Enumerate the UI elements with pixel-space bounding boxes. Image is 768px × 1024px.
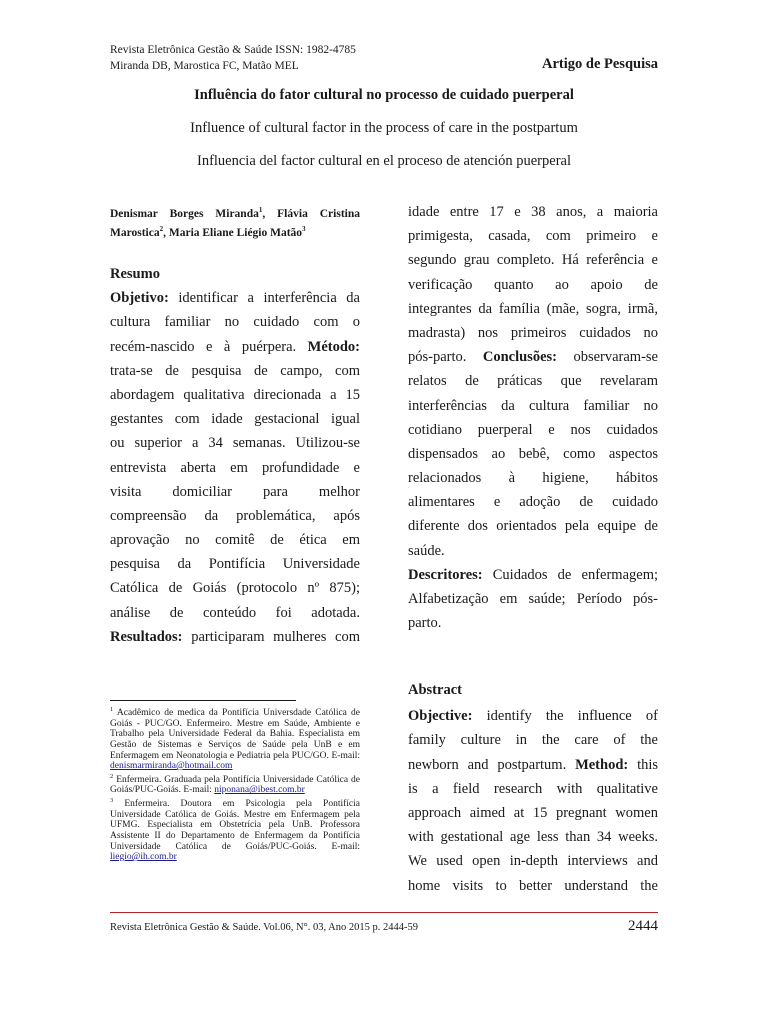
- body-line: trata-se de pesquisa de campo, com: [110, 362, 360, 379]
- body-line: relatos de práticas que revelaram: [408, 373, 658, 390]
- body-line: parto.: [408, 615, 442, 632]
- body-line: diferente dos orientados pela equipe de: [408, 518, 658, 535]
- body-line: approach aimed at 15 pregnant women: [408, 804, 658, 821]
- author-affiliation-marker: 2: [159, 224, 164, 233]
- body-line: home visits to better understand the: [408, 877, 658, 894]
- body-line: We used open in-depth interviews and: [408, 853, 658, 870]
- author-name: Maria Eliane Liégio Matão: [168, 226, 303, 239]
- body-line: [408, 345, 658, 369]
- body-line: gestantes com idade gestacional igual: [110, 411, 360, 428]
- body-line: cultura familiar no cuidado com o: [110, 314, 360, 331]
- objective-label: Objective:: [408, 708, 473, 725]
- conclusoes-label: Conclusões:: [482, 349, 557, 366]
- footnote-text: Enfermeira. Graduada pela Pontifícia Universidade Católica de Goiás/PUC-Goiás. E-mail:: [110, 774, 361, 796]
- body-text: this: [637, 756, 658, 773]
- title-english: Influence of cultural factor in the process of care in the postpartum: [190, 120, 578, 136]
- body-text: observaram-se: [573, 349, 658, 366]
- footnote: [110, 796, 360, 863]
- footnote-text: Acadêmico de medica da Pontifícia Universdade Católica de Goiás - PUC/GO. Enfermeiro. Mestre em Saúde, Ambiente e Trabalho pela Universidade Federal da Bahia. Especialista em Gestão de Sistemas e Serviços de Saúde pela UnB e em Enfermagem em Neonatologia e Pediatria pela PUC/GO. E-mail:: [110, 708, 361, 761]
- body-text: participaram mulheres com: [191, 628, 360, 645]
- footer-citation: Revista Eletrônica Gestão & Saúde. Vol.06, N°. 03, Ano 2015 p. 2444-59: [110, 922, 418, 933]
- email-link[interactable]: niponana@ibest.com.br: [214, 785, 305, 796]
- body-line: Alfabetização em saúde; Período pós-: [408, 591, 658, 607]
- footnote-text: Enfermeira. Doutora em Psicologia pela Pontifícia Universidade Católica de Goiás. Mestre em Enfermagem pela UFMG. Especialista em Obstetrícia pela UnB. Professora Assistente II do Departamento de Enfermagem da Pontifícia Universidade Católica de Goiás/PUC-Goiás. E-mail:: [110, 799, 360, 852]
- footnote: [110, 705, 360, 772]
- footnote-marker: 2: [110, 772, 114, 780]
- body-line: abordagem qualitativa direcionada a 15: [110, 386, 360, 403]
- footnotes: [110, 705, 360, 863]
- body-line: análise de conteúdo foi adotada.: [110, 604, 360, 621]
- resumo-heading: Resumo: [110, 266, 160, 282]
- body-text: newborn and postpartum.: [408, 756, 567, 773]
- body-line: madrasta) nos primeiros cuidados no: [408, 324, 658, 341]
- body-text: recém-nascido e à puérpera.: [110, 338, 297, 355]
- body-line: [110, 286, 360, 310]
- body-line: cotidiano puerperal e nos cuidados: [408, 421, 658, 438]
- resultados-label: Resultados:: [110, 628, 183, 645]
- body-line: segundo grau completo. Há referência e: [408, 252, 658, 269]
- abstract-section: [408, 678, 658, 898]
- objetivo-label: Objetivo:: [110, 290, 169, 307]
- body-line: [110, 625, 360, 649]
- body-line: verificação quanto ao apoio de: [408, 276, 658, 293]
- author-name: Denismar Borges Miranda: [110, 207, 259, 220]
- body-line: [408, 704, 658, 728]
- body-line: interferências da cultura familiar no: [408, 397, 658, 414]
- article-type: Artigo de Pesquisa: [542, 56, 658, 72]
- email-link[interactable]: denismarmiranda@hotmail.com: [110, 761, 233, 772]
- body-text: pós-parto.: [408, 349, 467, 366]
- body-line: Católica de Goiás (protocolo nº 875);: [110, 580, 360, 597]
- abstract-heading: Abstract: [408, 682, 462, 698]
- descritores-label: Descritores:: [408, 566, 483, 583]
- method-label: Method:: [575, 756, 629, 773]
- body-line: entrevista aberta em profundidade e: [110, 459, 360, 476]
- body-line: idade entre 17 e 38 anos, a maioria: [408, 204, 658, 220]
- author-affiliation-marker: 3: [302, 224, 306, 233]
- journal-header: Revista Eletrônica Gestão & Saúde ISSN: 1982-4785: [110, 44, 356, 56]
- body-line: compreensão da problemática, após: [110, 507, 360, 524]
- footnote-marker: 3: [110, 797, 114, 805]
- body-line: [408, 563, 658, 587]
- author-affiliation-marker: 1: [258, 206, 263, 214]
- metodo-label: Método:: [307, 338, 360, 355]
- body-text: Cuidados de enfermagem;: [492, 566, 658, 583]
- body-line: saúde.: [408, 542, 445, 559]
- body-line: visita domiciliar para melhor: [110, 483, 360, 500]
- body-line: [408, 753, 658, 777]
- footnote: [110, 772, 360, 796]
- footnote-marker: 1: [110, 706, 114, 713]
- body-line: primigesta, casada, com primeiro e: [408, 228, 658, 245]
- body-line: family culture in the care of the: [408, 732, 658, 749]
- body-line: pesquisa da Pontifícia Universidade: [110, 556, 360, 573]
- body-line: alimentares e adoção de cuidado: [408, 494, 658, 511]
- body-line: ou superior a 34 semanas. Utilizou-se: [110, 435, 360, 452]
- body-line: [110, 335, 360, 359]
- body-text: identify the influence of: [486, 708, 658, 725]
- body-line: aprovação no comitê de ética em: [110, 532, 360, 549]
- title-portuguese: Influência do fator cultural no processo de cuidado puerperal: [194, 87, 574, 103]
- author-name: Flávia Cristina Marostica: [110, 207, 360, 239]
- right-column: [408, 200, 658, 635]
- body-line: with gestational age less than 34 weeks.: [408, 829, 658, 846]
- page-number: 2444: [628, 918, 658, 934]
- body-line: dispensados ao bebê, como aspectos: [408, 445, 658, 462]
- footer-rule: [110, 912, 658, 913]
- author-list: Denismar Borges Miranda$^1$, Flávia Cristina Marostica$^2$, Maria Eliane Liégio Matão$^3$: [110, 206, 360, 239]
- body-text: identificar a interferência da: [178, 290, 360, 307]
- authors-running-head: Miranda DB, Marostica FC, Matão MEL: [110, 60, 299, 72]
- footnote-separator: [110, 700, 296, 701]
- body-line: integrantes da família (mãe, sogra, irmã,: [408, 300, 658, 317]
- left-column: [110, 262, 360, 649]
- email-link[interactable]: liegio@ih.com.br: [110, 852, 177, 863]
- body-line: relacionados à higiene, hábitos: [408, 470, 658, 487]
- title-spanish: Influencia del factor cultural en el proceso de atención puerperal: [197, 153, 571, 169]
- body-line: is a field research with qualitative: [408, 780, 658, 797]
